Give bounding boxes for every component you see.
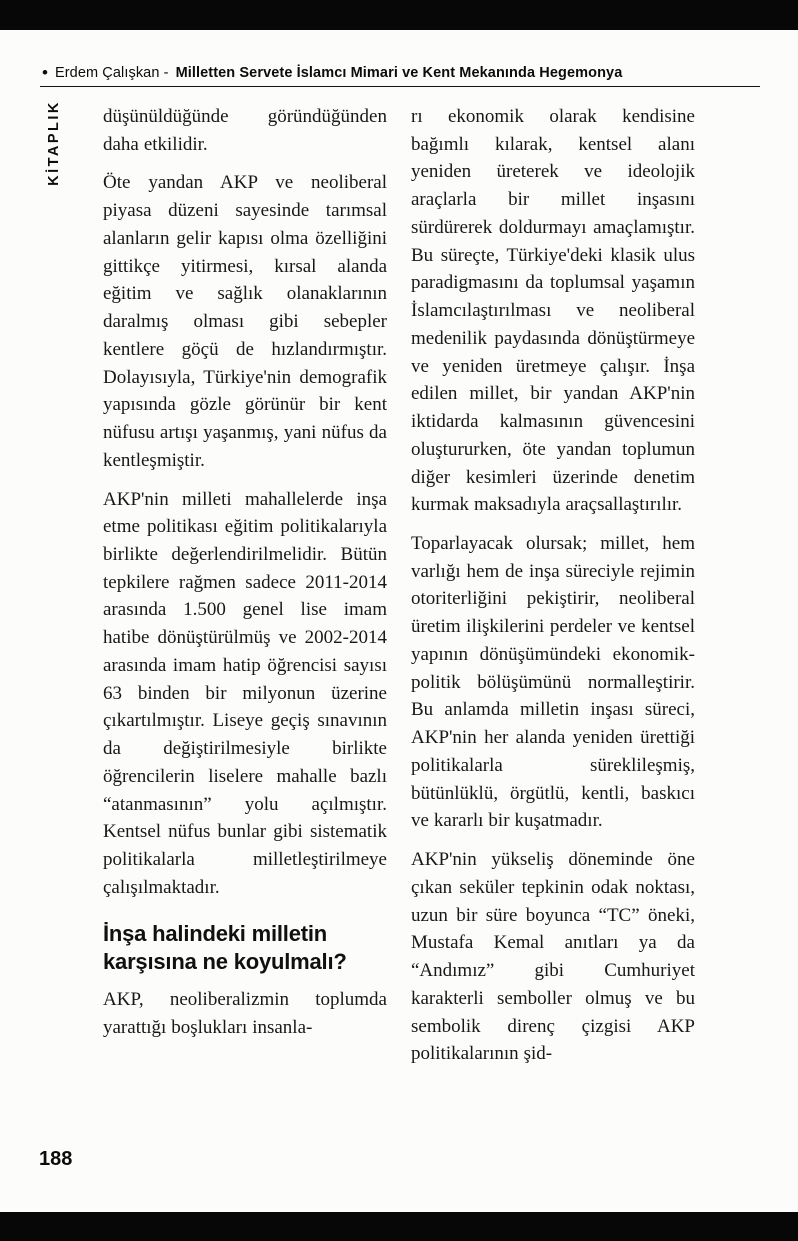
- bottom-black-bar: [0, 1212, 798, 1241]
- header-author: Erdem Çalışkan -: [54, 65, 169, 81]
- header-book-title: Milletten Servete İslamcı Mimari ve Kent Mekanında Hegemonya: [175, 65, 623, 81]
- paragraph: AKP'nin milleti mahallelerde inşa etme politikası eğitim politikalarıyla birlikte değerlendirilmelidir. Bütün tepkilere rağmen sadece 2011-2014 arasında 1.500 genel lise imam hatibe dönüştürülmüş ve 2002-2014 arasında imam hatip öğrencisi sayısı 63 binden bir milyonun üzerine çıkartılmıştır. Liseye geçiş sınavının da değiştirilmesiyle birlikte öğrencilerin liselere mahalle bazlı “atanmasının” yolu açılmıştır. Kentsel nüfus bunlar gibi sistematik politikalarla milletleştirilmeye çalışılmaktadır.: [103, 488, 387, 898]
- left-column: [103, 103, 387, 1079]
- header-rule: [40, 86, 760, 87]
- bullet-icon: •: [42, 63, 48, 82]
- paragraph: AKP'nin yükseliş döneminde öne çıkan seküler tepkinin odak noktası, uzun bir süre boyunca “TC” öneki, Mustafa Kemal anıtları ya da “Andımız” gibi Cumhuriyet karakterli semboller olmuş ve bu sembolik direnç çizgisi AKP politikalarının şid-: [411, 849, 695, 1065]
- top-black-bar: [0, 0, 798, 30]
- paragraph: Öte yandan AKP ve neoliberal piyasa düzeni sayesinde tarımsal alanların gelir kapısı olma özelliğini gittikçe yitirmesi, kırsal alanda eğitim ve sağlık olanaklarının daralmış olması gibi sebepler kentlere göçü de hızlandırmıştır. Dolayısıyla, Türkiye'nin demografik yapısında gözle görünür bir kent nüfusu artışı yaşanmış, yani nüfus da kentleşmiştir.: [103, 172, 387, 471]
- section-heading: İnşa halindeki milletin karşısına ne koyulmalı?: [103, 920, 347, 974]
- paragraph: AKP, neoliberalizmin toplumda yarattığı boşlukları insanla-: [103, 988, 387, 1038]
- page-number: 188: [39, 1148, 73, 1170]
- running-header: [42, 62, 762, 82]
- paragraph-continuation: rı ekonomik olarak kendisine bağımlı kılarak, kentsel alanı yeniden üreterek ve ideolojik araçlarla bir millet inşasını sürdürerek doldurmayı amaçlamıştır. Bu süreçte, Türkiye'deki klasik ulus paradigmasını da toplumsal yaşamın İslamcılaştırılması ve neoliberal medenilik paydasında dönüştürmeye ve yeniden üretmeye çalışır. İnşa edilen millet, bir yandan AKP'nin iktidarda kalmasının güvencesini oluştururken, öte yandan toplumun diğer kesimleri üzerinde denetim kurmak maksadıyla araçsallaştırılır.: [411, 106, 695, 516]
- margin-section-label: KİTAPLIK: [46, 100, 62, 186]
- paragraph-continuation: düşünüldüğünde göründüğünden daha etkilidir.: [103, 106, 387, 155]
- paragraph: Toparlayacak olursak; millet, hem varlığı hem de inşa süreciyle rejimin otoriterliğini pekiştirir, neoliberal üretim ilişkilerini perdeler ve kentsel yapının dönüşümündeki ekonomik-politik bölüşümünü normalleştirir. Bu anlamda milletin inşası süreci, AKP'nin her alanda yeniden ürettiği politikalarla süreklileşmiş, bütünlüklü, örgütlü, kentli, baskıcı ve kararlı bir kuşatmadır.: [411, 533, 695, 832]
- right-column: [411, 103, 695, 1079]
- text-columns: [103, 103, 695, 1079]
